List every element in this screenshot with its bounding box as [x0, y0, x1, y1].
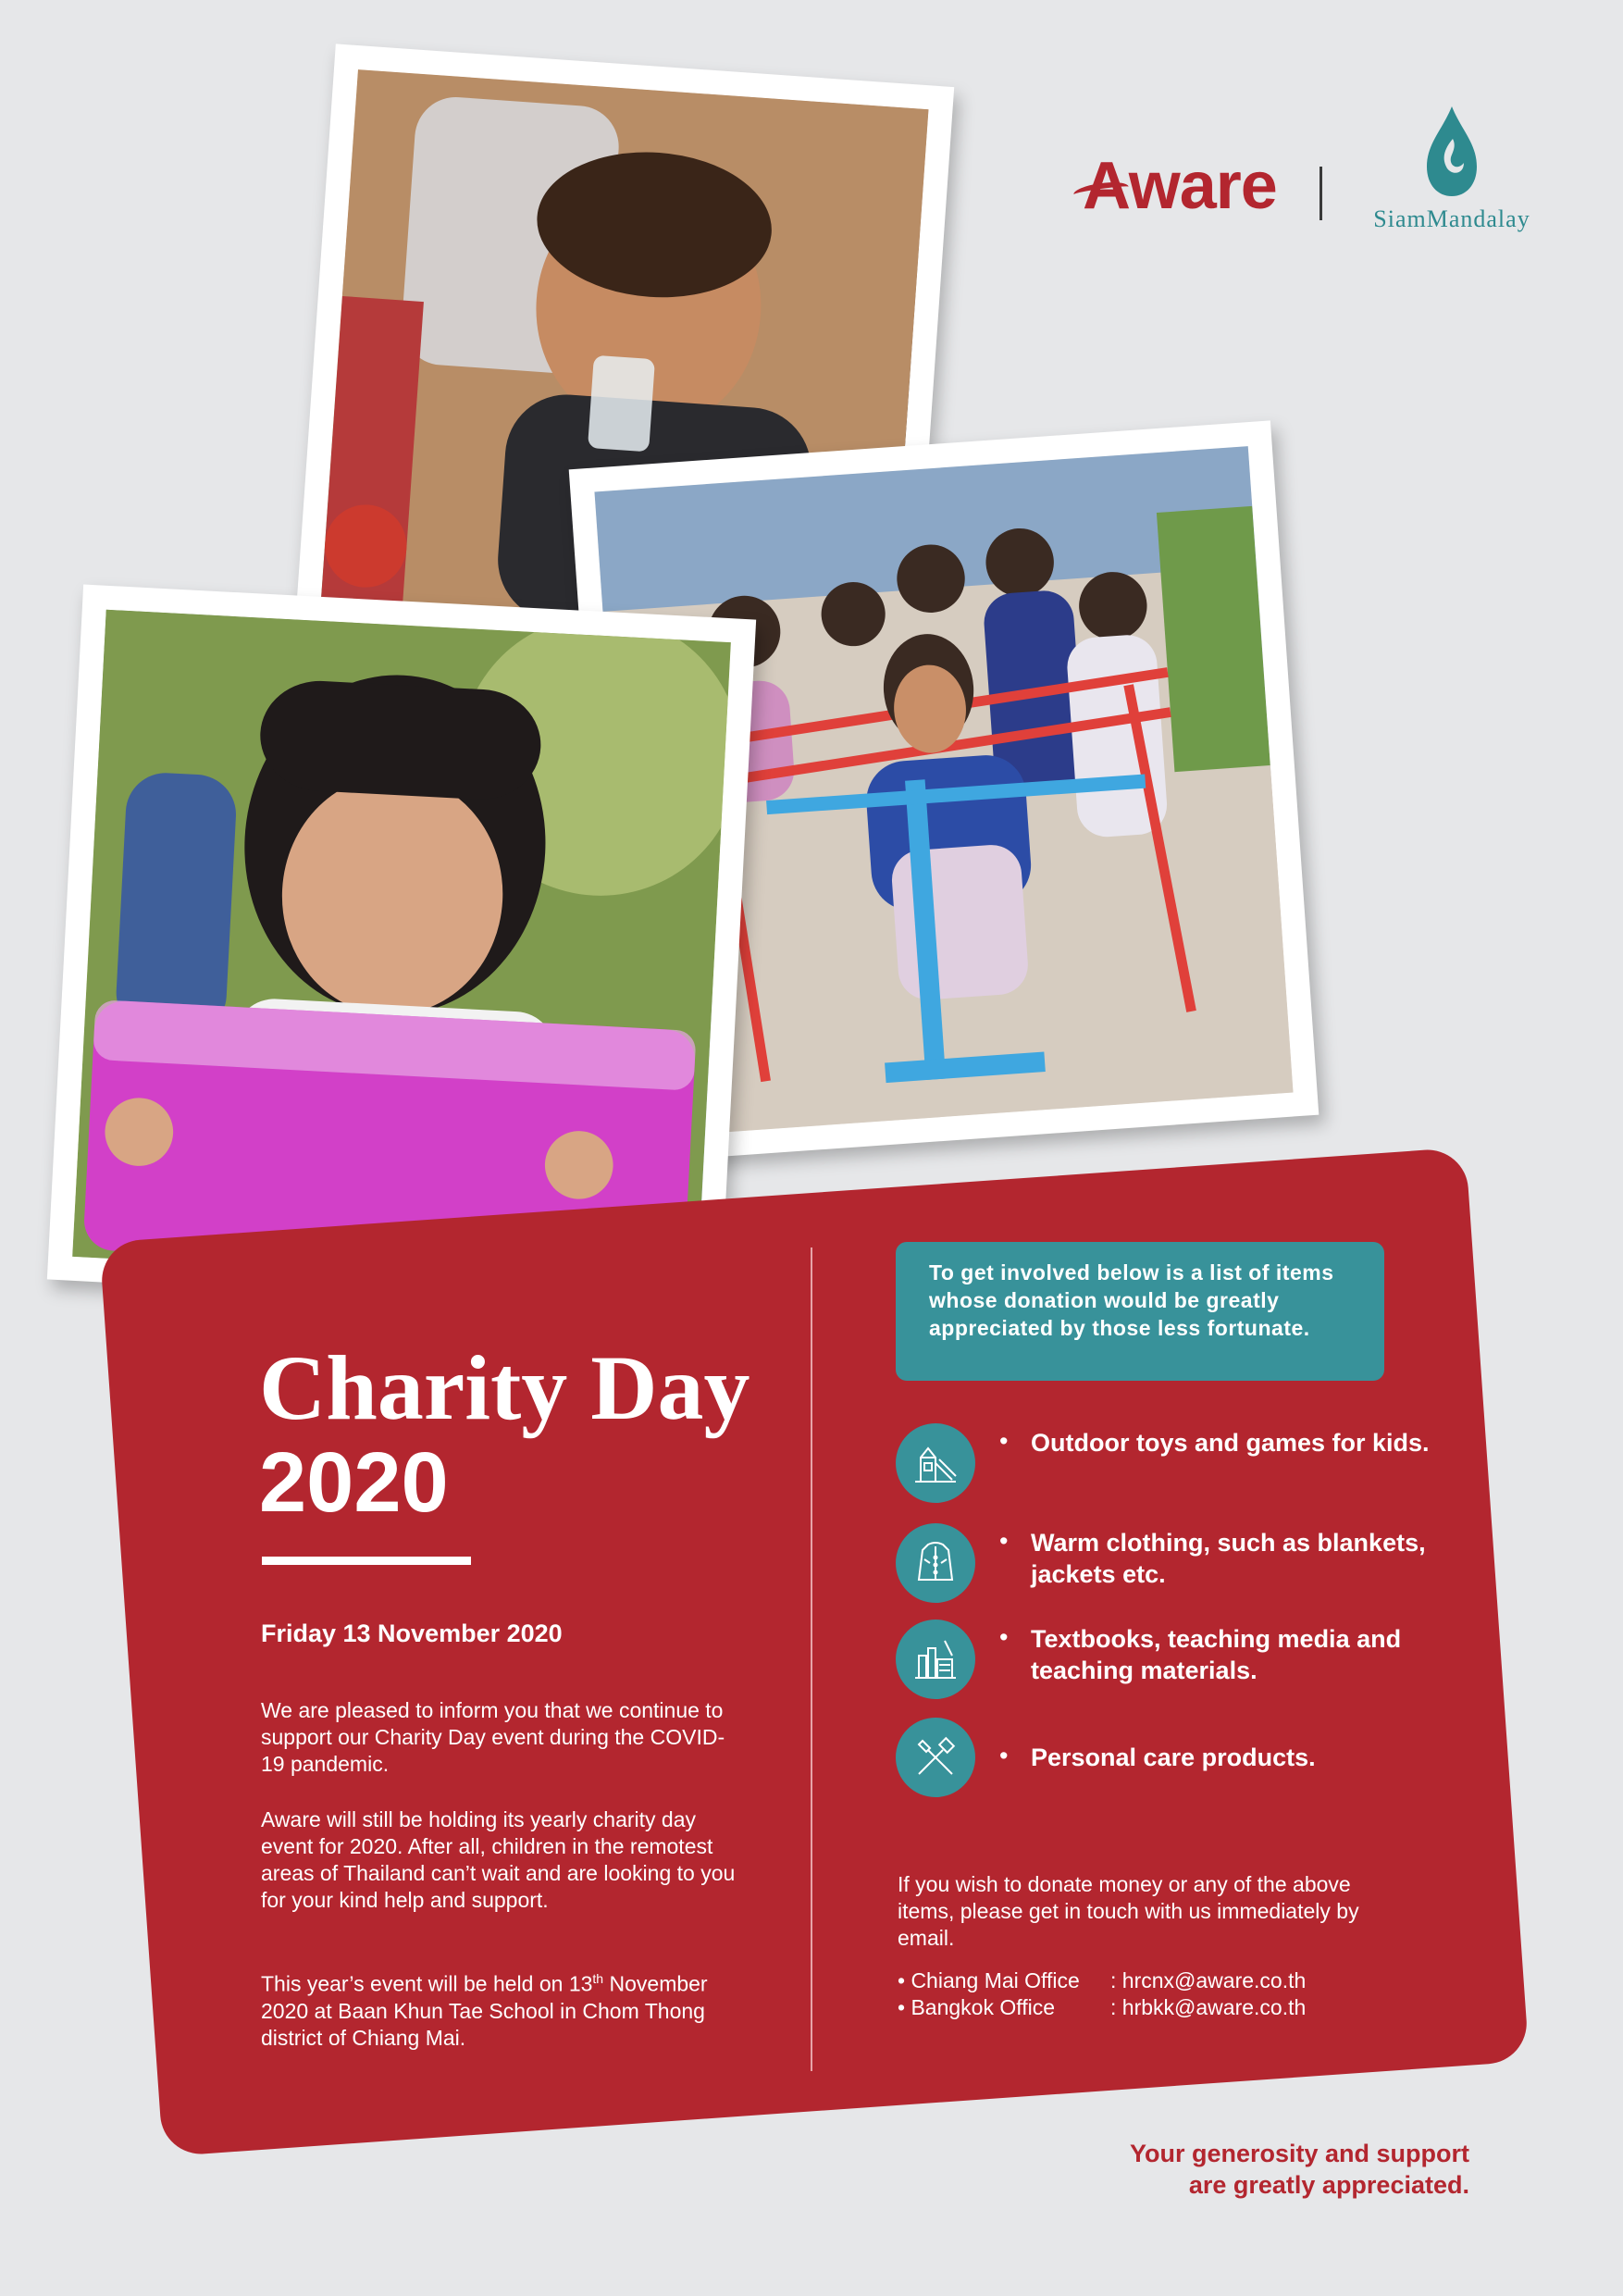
bullet: • [999, 1527, 1009, 1555]
donation-item-label: Textbooks, teaching media and teaching materials. [1031, 1625, 1402, 1684]
bullet: • [999, 1623, 1009, 1651]
logo-divider [1319, 167, 1322, 220]
jacket-icon [896, 1523, 975, 1603]
siam-mandalay-logo [1355, 102, 1549, 241]
donation-item-label: Warm clothing, such as blankets, jackets etc. [1031, 1529, 1426, 1588]
donation-item-label: Personal care products. [1031, 1744, 1316, 1771]
event-year: 2020 [259, 1435, 449, 1530]
event-date: Friday 13 November 2020 [261, 1620, 563, 1647]
venue-text-start: This year’s event will be held on 13 [261, 1971, 593, 1996]
thanks-message [1007, 2138, 1469, 2201]
siam-mandalay-drop-icon [1355, 102, 1549, 204]
venue-paragraph [261, 1966, 742, 2052]
office-email[interactable]: : hrbkk@aware.co.th [1110, 1995, 1307, 2019]
office-name: • Bangkok Office [898, 1995, 1055, 2019]
photo-girl-with-blanket-image [72, 610, 731, 1289]
donation-item-personal-care [896, 1718, 1414, 1801]
contact-intro: If you wish to donate money or any of the above items, please get in touch with us immediately by email. [898, 1872, 1359, 1950]
panel-divider [811, 1247, 812, 2071]
bullet: • [999, 1427, 1009, 1455]
toothbrush-icon [896, 1718, 975, 1797]
office-name: • Chiang Mai Office [898, 1968, 1080, 1992]
donation-item-books [896, 1620, 1414, 1703]
thanks-line-1: Your generosity and support [1129, 2140, 1469, 2167]
contact-bangkok [898, 1994, 1306, 2021]
donation-item-clothing [896, 1523, 1426, 1607]
aware-logo [1083, 148, 1277, 224]
girl-illustration [72, 610, 731, 1289]
playground-icon [896, 1423, 975, 1503]
venue-text-end: November 2020 at Baan Khun Tae School in Chom Thong district of Chiang Mai. [261, 1971, 708, 2050]
title-underline [262, 1557, 471, 1565]
books-icon [896, 1620, 975, 1699]
donation-callout: To get involved below is a list of items whose donation would be greatly appreciated by those less fortunate. [896, 1242, 1384, 1381]
donation-item-label: Outdoor toys and games for kids. [1031, 1429, 1430, 1457]
office-email[interactable]: : hrcnx@aware.co.th [1110, 1968, 1307, 1992]
siam-mandalay-text: SiamMandalay [1373, 205, 1530, 232]
bullet: • [999, 1742, 1009, 1769]
venue-ordinal: th [592, 1971, 604, 1986]
contact-chiang-mai [898, 1967, 1306, 1994]
thanks-line-2: are greatly appreciated. [1188, 2171, 1469, 2199]
donation-item-toys [896, 1423, 1430, 1507]
intro-paragraph: We are pleased to inform you that we continue to support our Charity Day event during the COVID-19 pandemic. [261, 1698, 725, 1776]
event-paragraph: Aware will still be holding its yearly charity day event for 2020. After all, children in the remotest areas of Thailand can’t wait and are looking to you for your kind help and support. [261, 1807, 736, 1912]
event-title: Charity Day [259, 1336, 750, 1439]
aware-logo-text: Aware [1083, 149, 1277, 223]
